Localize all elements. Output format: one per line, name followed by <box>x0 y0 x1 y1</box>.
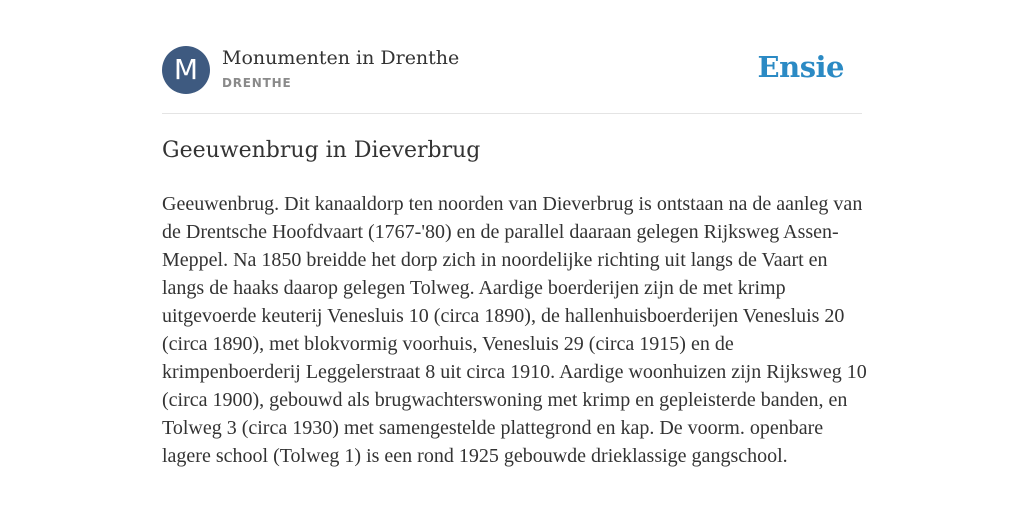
avatar[interactable]: M <box>162 46 210 94</box>
brand-logo-link[interactable]: Ensie <box>757 50 844 84</box>
site-subtitle-link[interactable]: DRENTHE <box>222 76 292 90</box>
header <box>162 46 862 96</box>
article-body: Geeuwenbrug. Dit kanaaldorp ten noorden van Dieverbrug is ontstaan na de aanleg van de Drentsche Hoofdvaart (1767-'80) en de parallel daaraan gelegen Rijksweg Assen-Meppel. Na 1850 breidde het dorp zich in noordelijke richting uit langs de Vaart en langs de haaks daarop gelegen Tolweg. Aardige boerderijen zijn de met krimp uitgevoerde keuterij Venesluis 10 (circa 1890), de hallenhuisboerderijen Venesluis 20 (circa 1890), met blokvormig voorhuis, Venesluis 29 (circa 1915) en de krimpenboerderij Leggelerstraat 8 uit circa 1910. Aardige woonhuizen zijn Rijksweg 10 (circa 1900), gebouwd als brugwachterswoning met krimp en gepleisterde banden, en Tolweg 3 (circa 1930) met samengestelde plattegrond en kap. De voorm. openbare lagere school (Tolweg 1) is een rond 1925 gebouwde drieklassige gangschool. <box>162 193 867 467</box>
article-title: Geeuwenbrug in Dieverbrug <box>162 138 481 163</box>
header-divider <box>162 113 862 114</box>
site-title-link[interactable]: Monumenten in Drenthe <box>222 47 460 69</box>
